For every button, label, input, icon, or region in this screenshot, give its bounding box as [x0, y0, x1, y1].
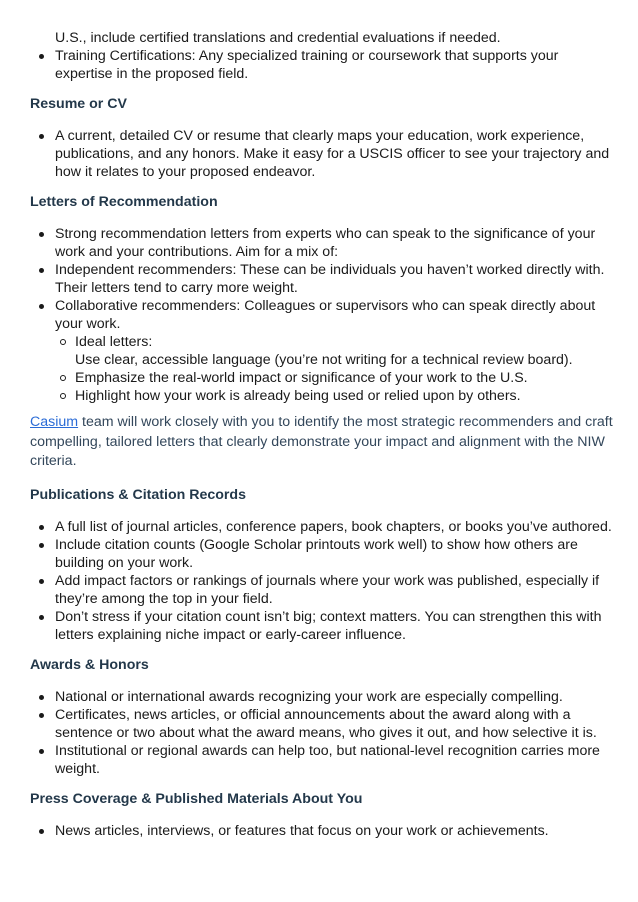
list-item: Strong recommendation letters from experts who can speak to the significance of your work and your contributions. Aim for a mix of: [55, 225, 614, 261]
press-list [30, 822, 614, 840]
list-item: A current, detailed CV or resume that clearly maps your education, work experience, publications, and any honors. Make it easy for a USCIS officer to see your trajectory and how it relates to your proposed endeavor. [55, 127, 614, 181]
list-item: Certificates, news articles, or official announcements about the award along with a sentence or two about what the award means, who gives it out, and how selective it is. [55, 706, 614, 742]
sublist-item: Emphasize the real-world impact or significance of your work to the U.S. [75, 369, 614, 387]
paragraph-text: team will work closely with you to identify the most strategic recommenders and craft compelling, tailored letters that clearly demonstrate your impact and alignment with the NIW criteria. [30, 414, 613, 469]
list-item [55, 297, 614, 405]
list-item: Training Certifications: Any specialized training or coursework that supports your expertise in the proposed field. [55, 47, 614, 83]
list-item: Add impact factors or rankings of journals where your work was published, especially if they’re among the top in your field. [55, 572, 614, 608]
letters-list [30, 225, 614, 405]
section-heading-publications: Publications & Citation Records [30, 486, 246, 503]
list-item: National or international awards recognizing your work are especially compelling. [55, 688, 614, 706]
list-item: Don’t stress if your citation count isn’t big; context matters. You can strengthen this with letters explaining niche impact or early-career influence. [55, 608, 614, 644]
section-heading-awards: Awards & Honors [30, 656, 149, 673]
list-item: U.S., include certified translations and credential evaluations if needed. [55, 30, 501, 46]
intro-list [30, 29, 614, 83]
casium-link[interactable]: Casium [30, 414, 79, 430]
letters-paragraph [30, 413, 614, 472]
list-item: Include citation counts (Google Scholar printouts work well) to show how others are building on your work. [55, 536, 614, 572]
sublist-item-title: Ideal letters: [75, 334, 153, 350]
sublist-item [75, 333, 614, 369]
list-item: News articles, interviews, or features that focus on your work or achievements. [55, 822, 614, 840]
list-item: Independent recommenders: These can be individuals you haven’t worked directly with. Their letters tend to carry more weight. [55, 261, 614, 297]
letters-sublist [55, 333, 614, 405]
section-heading-resume: Resume or CV [30, 96, 127, 112]
list-item: A full list of journal articles, conference papers, book chapters, or books you’ve authored. [55, 518, 614, 536]
awards-list [30, 688, 614, 778]
list-item-text: Collaborative recommenders: Colleagues or supervisors who can speak directly about your work. [55, 298, 596, 332]
section-heading-letters: Letters of Recommendation [30, 194, 218, 210]
sublist-item-detail: Use clear, accessible language (you’re not writing for a technical review board). [75, 352, 573, 368]
resume-list [30, 127, 614, 181]
section-heading-press: Press Coverage & Published Materials About You [30, 790, 363, 807]
list-item: Institutional or regional awards can help too, but national-level recognition carries more weight. [55, 742, 614, 778]
sublist-item: Highlight how your work is already being used or relied upon by others. [75, 387, 614, 405]
publications-list [30, 518, 614, 644]
